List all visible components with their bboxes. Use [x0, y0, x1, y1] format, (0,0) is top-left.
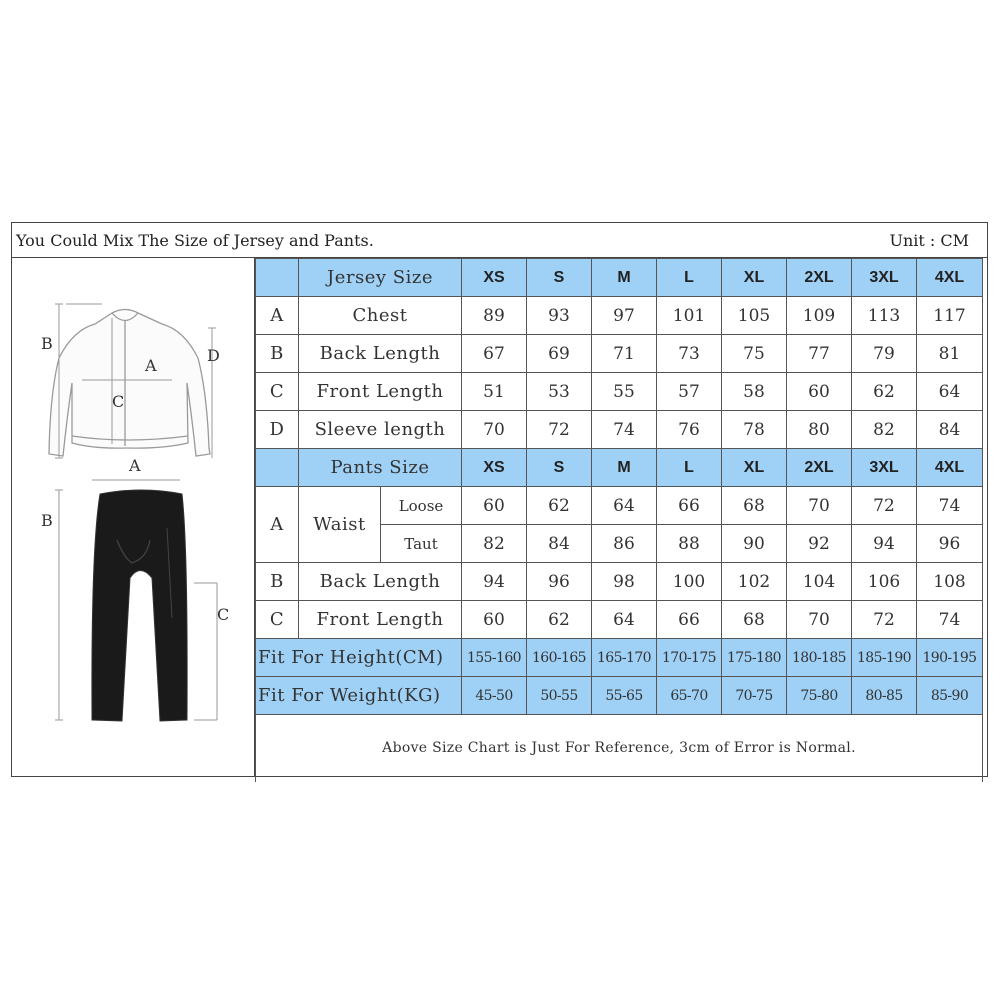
pants-row-waist-loose	[256, 487, 983, 525]
table-cell: 55	[592, 373, 657, 411]
row-letter: C	[256, 373, 299, 411]
garment-illustration	[12, 258, 255, 776]
jersey-size-title: Jersey Size	[299, 259, 462, 297]
row-letter: D	[256, 411, 299, 449]
table-cell: 68	[722, 601, 787, 639]
fit-cell: 80-85	[852, 677, 917, 715]
table-cell: 53	[527, 373, 592, 411]
row-label: Back Length	[299, 335, 462, 373]
table-cell: 102	[722, 563, 787, 601]
table-cell: 80	[787, 411, 852, 449]
pants-size-col: XS	[462, 449, 527, 487]
table-cell: 64	[592, 487, 657, 525]
fit-cell: 165-170	[592, 639, 657, 677]
fit-height-label: Fit For Height(CM)	[256, 639, 462, 677]
table-cell: 117	[917, 297, 983, 335]
table-cell: 79	[852, 335, 917, 373]
table-cell: 68	[722, 487, 787, 525]
table-cell: 62	[527, 601, 592, 639]
table-cell: 75	[722, 335, 787, 373]
table-cell: 69	[527, 335, 592, 373]
table-cell: 60	[462, 487, 527, 525]
table-cell: 77	[787, 335, 852, 373]
jersey-row-front-length	[256, 373, 983, 411]
table-cell: 60	[787, 373, 852, 411]
jersey-label-b: B	[41, 334, 53, 353]
footnote-row	[256, 715, 983, 782]
fit-cell: 180-185	[787, 639, 852, 677]
jersey-size-col: 3XL	[852, 259, 917, 297]
table-cell: 66	[657, 487, 722, 525]
row-letter: A	[256, 487, 299, 563]
table-cell: 113	[852, 297, 917, 335]
jersey-label-a-bottom: A	[129, 456, 141, 475]
table-cell: 72	[852, 601, 917, 639]
pants-header-corner	[256, 449, 299, 487]
jersey-outline-icon	[49, 310, 210, 457]
table-cell: 70	[787, 601, 852, 639]
fit-cell: 185-190	[852, 639, 917, 677]
jersey-row-back-length	[256, 335, 983, 373]
table-cell: 98	[592, 563, 657, 601]
table-cell: 81	[917, 335, 983, 373]
pants-label-c: C	[217, 605, 230, 624]
table-cell: 62	[527, 487, 592, 525]
fit-cell: 65-70	[657, 677, 722, 715]
table-cell: 76	[657, 411, 722, 449]
pants-row-back-length	[256, 563, 983, 601]
row-label: Front Length	[299, 601, 462, 639]
jersey-header-row	[256, 259, 983, 297]
table-cell: 66	[657, 601, 722, 639]
table-cell: 86	[592, 525, 657, 563]
table-cell: 70	[462, 411, 527, 449]
fit-cell: 70-75	[722, 677, 787, 715]
table-cell: 84	[527, 525, 592, 563]
table-cell: 73	[657, 335, 722, 373]
table-cell: 58	[722, 373, 787, 411]
table-cell: 60	[462, 601, 527, 639]
fit-cell: 175-180	[722, 639, 787, 677]
row-label: Back Length	[299, 563, 462, 601]
fit-cell: 50-55	[527, 677, 592, 715]
row-letter: B	[256, 335, 299, 373]
table-cell: 78	[722, 411, 787, 449]
fit-cell: 45-50	[462, 677, 527, 715]
pants-size-col: 4XL	[917, 449, 983, 487]
table-cell: 72	[852, 487, 917, 525]
jersey-row-sleeve-length	[256, 411, 983, 449]
table-cell: 89	[462, 297, 527, 335]
reference-footnote: Above Size Chart is Just For Reference, 3cm of Error is Normal.	[256, 715, 983, 782]
table-cell: 108	[917, 563, 983, 601]
table-cell: 93	[527, 297, 592, 335]
table-cell: 104	[787, 563, 852, 601]
pants-label-b: B	[41, 511, 53, 530]
fit-cell: 75-80	[787, 677, 852, 715]
row-label: Front Length	[299, 373, 462, 411]
table-cell: 72	[527, 411, 592, 449]
jersey-size-col: XL	[722, 259, 787, 297]
table-cell: 96	[527, 563, 592, 601]
table-cell: 84	[917, 411, 983, 449]
table-cell: 94	[852, 525, 917, 563]
table-cell: 82	[852, 411, 917, 449]
chart-header	[12, 223, 987, 258]
jersey-label-c: C	[112, 392, 125, 411]
row-letter: A	[256, 297, 299, 335]
table-cell: 64	[917, 373, 983, 411]
row-label: Sleeve length	[299, 411, 462, 449]
jersey-size-col: XS	[462, 259, 527, 297]
fit-cell: 155-160	[462, 639, 527, 677]
pants-size-title: Pants Size	[299, 449, 462, 487]
pants-outline-icon	[92, 490, 187, 721]
jersey-label-a: A	[145, 356, 157, 375]
jersey-label-d: D	[207, 346, 220, 365]
jersey-size-col: 2XL	[787, 259, 852, 297]
table-cell: 62	[852, 373, 917, 411]
jersey-size-col: 4XL	[917, 259, 983, 297]
pants-header-row	[256, 449, 983, 487]
pants-size-col: L	[657, 449, 722, 487]
table-cell: 97	[592, 297, 657, 335]
fit-weight-label: Fit For Weight(KG)	[256, 677, 462, 715]
table-cell: 92	[787, 525, 852, 563]
jersey-row-chest	[256, 297, 983, 335]
row-label: Chest	[299, 297, 462, 335]
taut-label: Taut	[381, 525, 462, 563]
row-letter: C	[256, 601, 299, 639]
fit-height-row	[256, 639, 983, 677]
pants-size-col: XL	[722, 449, 787, 487]
jersey-size-col: M	[592, 259, 657, 297]
table-cell: 74	[592, 411, 657, 449]
jersey-header-corner	[256, 259, 299, 297]
size-chart	[11, 222, 988, 777]
table-cell: 105	[722, 297, 787, 335]
pants-size-col: 3XL	[852, 449, 917, 487]
table-cell: 94	[462, 563, 527, 601]
pants-row-front-length	[256, 601, 983, 639]
fit-cell: 190-195	[917, 639, 983, 677]
waist-label: Waist	[299, 487, 381, 563]
jersey-size-col: S	[527, 259, 592, 297]
fit-weight-row	[256, 677, 983, 715]
row-letter: B	[256, 563, 299, 601]
fit-cell: 170-175	[657, 639, 722, 677]
fit-cell: 85-90	[917, 677, 983, 715]
table-cell: 90	[722, 525, 787, 563]
fit-cell: 160-165	[527, 639, 592, 677]
table-cell: 71	[592, 335, 657, 373]
mix-size-note: You Could Mix The Size of Jersey and Pants.	[16, 231, 374, 250]
table-cell: 57	[657, 373, 722, 411]
table-cell: 106	[852, 563, 917, 601]
table-cell: 100	[657, 563, 722, 601]
pants-size-col: S	[527, 449, 592, 487]
table-cell: 82	[462, 525, 527, 563]
table-cell: 51	[462, 373, 527, 411]
table-cell: 96	[917, 525, 983, 563]
table-cell: 88	[657, 525, 722, 563]
unit-label: Unit : CM	[889, 231, 969, 250]
table-cell: 67	[462, 335, 527, 373]
size-table	[255, 258, 983, 782]
table-cell: 109	[787, 297, 852, 335]
fit-cell: 55-65	[592, 677, 657, 715]
jersey-size-col: L	[657, 259, 722, 297]
loose-label: Loose	[381, 487, 462, 525]
table-cell: 101	[657, 297, 722, 335]
pants-size-col: 2XL	[787, 449, 852, 487]
pants-size-col: M	[592, 449, 657, 487]
table-cell: 64	[592, 601, 657, 639]
table-cell: 74	[917, 487, 983, 525]
table-cell: 74	[917, 601, 983, 639]
table-cell: 70	[787, 487, 852, 525]
